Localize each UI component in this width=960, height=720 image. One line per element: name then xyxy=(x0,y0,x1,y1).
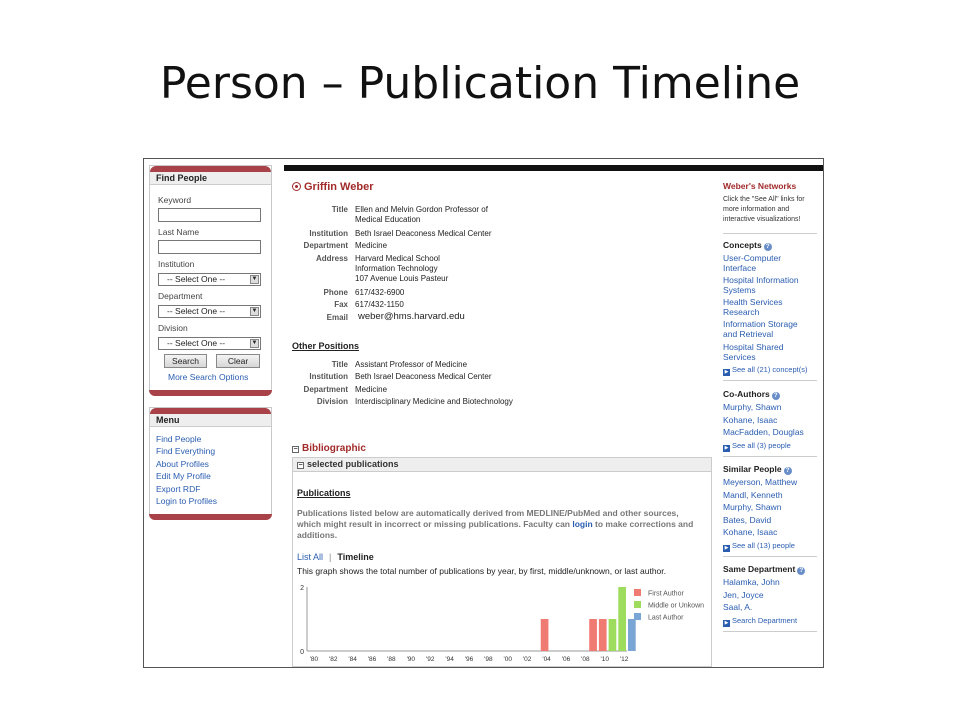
division-select[interactable] xyxy=(158,337,261,350)
person-name-text: Griffin Weber xyxy=(304,181,374,193)
collapse-icon: − xyxy=(298,462,303,469)
title-value: Ellen and Melvin Gordon Professor of Medical Education xyxy=(355,205,488,224)
op-division-value: Interdisciplinary Medicine and Biotechnology xyxy=(355,397,513,406)
bar xyxy=(609,619,617,651)
bar xyxy=(589,619,597,651)
phone-key: Phone xyxy=(323,288,348,297)
similar-person-item[interactable]: Kohane, Isaac xyxy=(723,527,778,537)
main-content xyxy=(284,171,716,668)
slide-title: Person – Publication Timeline xyxy=(159,58,801,109)
x-tick-label: '94 xyxy=(445,656,454,663)
op-department-value: Medicine xyxy=(355,385,388,394)
publications-heading: Publications xyxy=(297,488,351,498)
collapse-icon: − xyxy=(293,446,298,453)
department-select-value: -- Select One -- xyxy=(167,306,226,316)
person-icon xyxy=(292,182,301,191)
title-key: Title xyxy=(331,205,348,214)
concepts-see-all-link[interactable] xyxy=(723,365,807,376)
op-institution-key: Institution xyxy=(309,372,348,381)
menu-item-edit-my-profile[interactable]: Edit My Profile xyxy=(156,471,211,481)
legend-swatch xyxy=(634,613,641,620)
play-icon: ▶ xyxy=(724,545,729,551)
help-icon[interactable]: ? xyxy=(784,467,792,475)
same-department-title-text: Same Department xyxy=(723,564,796,574)
op-title-key: Title xyxy=(331,360,348,369)
find-people-heading: Find People xyxy=(150,172,271,185)
login-link[interactable]: login xyxy=(572,519,593,529)
menu-item-find-everything[interactable]: Find Everything xyxy=(156,446,216,456)
search-button[interactable]: Search xyxy=(164,354,207,368)
search-department-text: Search Department xyxy=(732,616,798,625)
search-department-link[interactable] xyxy=(723,616,797,627)
other-positions-heading: Other Positions xyxy=(292,341,360,351)
concept-item[interactable]: Information Storage and Retrieval xyxy=(723,319,798,339)
email-key: Email xyxy=(326,313,348,322)
chevron-down-icon: ▼ xyxy=(251,308,258,314)
division-label: Division xyxy=(158,323,188,333)
play-icon: ▶ xyxy=(724,445,729,451)
email-value: weber@hms.harvard.edu xyxy=(358,311,465,322)
institution-value: Beth Israel Deaconess Medical Center xyxy=(355,229,492,238)
department-value: Medicine xyxy=(355,241,388,250)
play-icon: ▶ xyxy=(724,369,729,375)
x-tick-label: '90 xyxy=(406,656,416,663)
concept-item[interactable]: Hospital Shared Services xyxy=(723,342,784,362)
list-all-link[interactable]: List All xyxy=(297,552,324,562)
menu-heading: Menu xyxy=(150,414,271,427)
similar-person-item[interactable]: Bates, David xyxy=(723,515,772,525)
op-department-key: Department xyxy=(303,385,348,394)
bar xyxy=(618,587,626,651)
play-icon: ▶ xyxy=(724,620,729,626)
department-person-item[interactable]: Halamka, John xyxy=(723,577,780,587)
clear-button[interactable]: Clear xyxy=(216,354,260,368)
coauthors-title xyxy=(723,389,780,400)
concept-item[interactable]: Health Services Research xyxy=(723,297,783,317)
coauthors-see-all-link[interactable] xyxy=(723,441,791,452)
department-select[interactable] xyxy=(158,305,261,318)
x-tick-label: '08 xyxy=(581,656,590,663)
similar-person-item[interactable]: Meyerson, Matthew xyxy=(723,477,798,487)
selected-publications-heading: selected publications xyxy=(307,459,399,469)
concepts-title-text: Concepts xyxy=(723,240,762,250)
menu-item-login[interactable]: Login to Profiles xyxy=(156,496,217,506)
last-name-input[interactable] xyxy=(158,240,261,254)
x-tick-label: '12 xyxy=(619,656,629,663)
menu-item-find-people[interactable]: Find People xyxy=(156,434,202,444)
y-tick-label: 0 xyxy=(300,649,304,656)
x-tick-label: '80 xyxy=(309,656,319,663)
x-tick-label: '88 xyxy=(387,656,396,663)
x-tick-label: '86 xyxy=(367,656,377,663)
view-separator: | xyxy=(329,552,332,562)
fax-value: 617/432-1150 xyxy=(355,300,404,309)
legend-label: Last Author xyxy=(648,614,684,622)
department-key: Department xyxy=(303,241,348,250)
chevron-down-icon: ▼ xyxy=(251,276,258,282)
coauthor-item[interactable]: Kohane, Isaac xyxy=(723,415,778,425)
op-title-value: Assistant Professor of Medicine xyxy=(355,360,468,369)
legend-swatch xyxy=(634,601,641,608)
keyword-input[interactable] xyxy=(158,208,261,222)
institution-key: Institution xyxy=(309,229,348,238)
similar-see-all-text: See all (13) people xyxy=(732,541,795,550)
y-tick-label: 2 xyxy=(300,585,304,592)
institution-select-value: -- Select One -- xyxy=(167,274,226,284)
legend-swatch xyxy=(634,589,641,596)
department-person-item[interactable]: Saal, A. xyxy=(723,602,753,612)
right-sidebar xyxy=(720,171,820,668)
publication-timeline-chart xyxy=(297,576,713,664)
institution-label: Institution xyxy=(158,259,195,269)
division-select-value: -- Select One -- xyxy=(167,338,226,348)
x-tick-label: '96 xyxy=(464,656,474,663)
help-icon[interactable]: ? xyxy=(797,567,805,575)
department-person-item[interactable]: Jen, Joyce xyxy=(723,590,764,600)
help-icon[interactable]: ? xyxy=(772,392,780,400)
x-tick-label: '00 xyxy=(503,656,513,663)
phone-value: 617/432-6900 xyxy=(355,288,405,297)
more-search-options-link[interactable]: More Search Options xyxy=(168,372,249,382)
legend-label: First Author xyxy=(648,590,684,598)
x-tick-label: '10 xyxy=(600,656,609,663)
concept-item[interactable]: Hospital Information Systems xyxy=(723,275,799,295)
menu-item-about-profiles[interactable]: About Profiles xyxy=(156,459,209,469)
coauthors-title-text: Co-Authors xyxy=(723,389,770,399)
same-department-title xyxy=(723,564,805,575)
department-label: Department xyxy=(158,291,203,301)
x-tick-label: '84 xyxy=(348,656,357,663)
description-text-after: to make corrections and additions. xyxy=(297,519,694,540)
coauthors-see-all-text: See all (3) people xyxy=(732,441,791,450)
networks-title: Weber's Networks xyxy=(723,181,797,191)
similar-person-item[interactable]: Mandl, Kenneth xyxy=(723,490,783,500)
coauthor-item[interactable]: MacFadden, Douglas xyxy=(723,427,804,437)
x-tick-label: '06 xyxy=(561,656,571,663)
menu-item-export-rdf[interactable]: Export RDF xyxy=(156,484,201,494)
coauthor-item[interactable]: Murphy, Shawn xyxy=(723,402,782,412)
legend-label: Middle or Unkown xyxy=(648,602,705,610)
similar-person-item[interactable]: Murphy, Shawn xyxy=(723,502,782,512)
address-key: Address xyxy=(315,254,348,263)
timeline-tab[interactable]: Timeline xyxy=(337,552,374,562)
last-name-label: Last Name xyxy=(158,227,200,237)
bar xyxy=(599,619,607,651)
bar xyxy=(628,619,636,651)
op-division-key: Division xyxy=(316,397,348,406)
x-tick-label: '02 xyxy=(522,656,532,663)
x-tick-label: '82 xyxy=(329,656,338,663)
find-people-box xyxy=(149,165,272,391)
similar-people-title xyxy=(723,464,792,475)
x-tick-label: '98 xyxy=(484,656,493,663)
description-text-before: Publications listed below are automatically derived from MEDLINE/PubMed and other sources, which might result in incorrect or missing publications. Faculty can xyxy=(297,508,679,529)
concepts-title xyxy=(723,240,772,251)
selected-publications-toggle[interactable] xyxy=(293,458,711,472)
menu-box xyxy=(149,407,272,515)
fax-key: Fax xyxy=(334,300,348,309)
publications-description xyxy=(297,508,703,541)
similar-see-all-link[interactable] xyxy=(723,541,795,552)
profiles-screenshot xyxy=(143,158,824,668)
bibliographic-heading: Bibliographic xyxy=(302,443,366,454)
person-name xyxy=(292,181,373,193)
networks-note: Click the "See All" links for more information and interactive visualizations! xyxy=(723,196,805,223)
bar xyxy=(541,619,549,651)
concepts-see-all-text: See all (21) concept(s) xyxy=(732,365,808,374)
concept-item[interactable]: User-Computer Interface xyxy=(723,253,782,273)
address-value: Harvard Medical School Information Technology 107 Avenue Louis Pasteur xyxy=(355,254,449,283)
bibliographic-toggle[interactable] xyxy=(292,443,366,454)
selected-publications-panel xyxy=(292,457,712,667)
keyword-label: Keyword xyxy=(158,195,192,205)
graph-caption: This graph shows the total number of publications by year, by first, middle/unknown, or last author. xyxy=(297,566,666,576)
op-institution-value: Beth Israel Deaconess Medical Center xyxy=(355,372,492,381)
x-tick-label: '04 xyxy=(542,656,551,663)
similar-people-title-text: Similar People xyxy=(723,464,782,474)
institution-select[interactable] xyxy=(158,273,261,286)
help-icon[interactable]: ? xyxy=(764,243,772,251)
chevron-down-icon: ▼ xyxy=(251,340,258,346)
view-switcher xyxy=(297,552,374,562)
x-tick-label: '92 xyxy=(425,656,435,663)
